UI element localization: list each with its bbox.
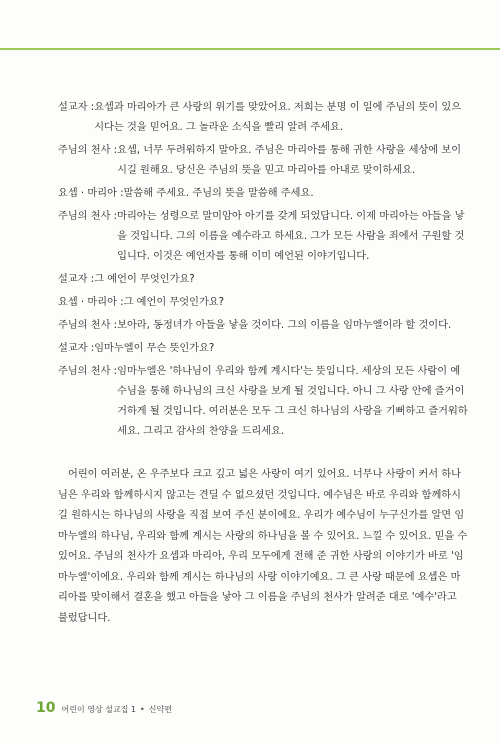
bullet-separator: • [140,705,145,714]
speech-text: 마리아는 성령으로 말미암아 아기를 갖게 되었답니다. 이제 마리아는 아들을 낳을 것입니다. 그의 이름을 예수라고 하세요. 그가 모든 사람을 죄에서 구원할 것입니다. 이것은 예언자를 통해 이미 예언된 이야기입니다. [117,211,465,262]
speaker-label: 설교자 : [58,343,95,354]
speaker-label: 요셉 · 마리아 : [58,188,124,199]
speech-text: 요셉과 마리아가 큰 사랑의 위기를 맞았어요. 저희는 분명 이 일에 주님의 뜻이 있으시다는 것을 믿어요. 그 놀라운 소식을 빨리 알려 주세요. [94,102,462,133]
top-rule [0,48,500,50]
dialogue-line [58,293,468,313]
page-footer [36,700,172,716]
speaker-label: 주님의 천사 : [58,366,118,377]
dialogue-line [58,339,468,359]
dialogue-script [58,98,468,445]
dialogue-line [58,98,468,138]
speaker-label: 주님의 천사 : [58,211,118,222]
speech-text: 그 예언이 무엇인가요? [123,297,225,308]
speaker-label: 주님의 천사 : [58,320,118,331]
speaker-label: 주님의 천사 : [58,145,118,156]
speech-text: 임마누엘이 무슨 뜻인가요? [94,343,215,354]
section-title: 신약편 [148,705,172,714]
speech-text: 요셉, 너무 두려워하지 말아요. 주님은 마리아를 통해 귀한 사랑을 세상에 보이시길 원해요. 당신은 주님의 뜻을 믿고 마리아를 아내로 맞이하세요. [117,145,462,176]
speaker-label: 설교자 : [58,102,95,113]
page-number: 10 [36,700,56,716]
book-title: 어린이 영상 설교집 1 [61,705,137,714]
speech-text: 그 예언이 무엇인가요? [94,274,195,285]
speech-text: 임마누엘은 '하나님이 우리와 함께 계시다'는 뜻입니다. 세상의 모든 사람이 예수님을 통해 하나님의 크신 사랑을 보게 될 것입니다. 아니 그 사랑 안에 즐거이 거하게 될 것입니다. 여러분은 모두 그 크신 하나님의 사랑을 기뻐하고 즐거워하세요. 그리고 감사의 찬양을 드리세요. [117,366,468,437]
speech-text: 말씀해 주세요. 주님의 뜻을 말씀해 주세요. [123,188,314,199]
speech-text: 보아라, 동정녀가 아들을 낳을 것이다. 그의 이름을 임마누엘이라 할 것이다. [117,320,452,331]
dialogue-line [58,207,468,267]
dialogue-line [58,270,468,290]
dialogue-line [58,316,468,336]
body-paragraph: 어린이 여러분, 온 우주보다 크고 깊고 넓은 사랑이 여기 있어요. 너무나 사랑이 커서 하나님은 우리와 함께하시지 않고는 견딜 수 없으셨던 것입니다. 예수님은 바로 우리와 함께하시길 원하시는 하나님의 사랑을 직접 보여 주신 분이에요. 우리가 예수님이 누구신가를 알면 임마누엘의 하나님, 우리와 함께 계시는 사랑의 하나님을 볼 수 있어요. 느낄 수 있어요. 믿을 수 있어요. 주님의 천사가 요셉과 마리아, 우리 모두에게 전해 준 귀한 사랑의 이야기가 바로 '임마누엘'이에요. 우리와 함께 계시는 하나님의 사랑 이야기예요. 그 큰 사랑 때문에 요셉은 마리아를 맞이해서 결혼을 했고 아들을 낳아 그 이름을 주님의 천사가 알려준 대로 '예수'라고 불렀답니다. [58,469,468,624]
dialogue-line [58,141,468,181]
dialogue-line [58,362,468,442]
dialogue-line [58,184,468,204]
speaker-label: 설교자 : [58,274,95,285]
speaker-label: 요셉 · 마리아 : [58,297,124,308]
